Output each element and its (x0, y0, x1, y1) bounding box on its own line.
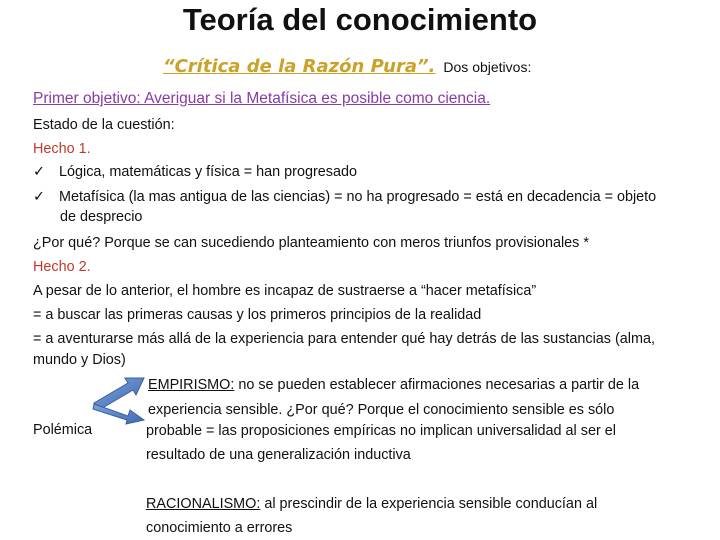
hecho-2-line-2: = a buscar las primeras causas y los primeros principios de la realidad (33, 307, 482, 323)
hecho-1-item-2 (33, 189, 656, 205)
hecho-2-line-4: mundo y Dios) (33, 352, 126, 368)
hecho-1-item-1-text: Lógica, matemáticas y física = han progresado (59, 164, 357, 180)
hecho-1-item-2-text: Metafísica (la mas antigua de las ciencias) = no ha progresado = está en decadencia = objeto (59, 189, 657, 205)
racionalismo-text: al prescindir de la experiencia sensible conducían al (260, 496, 598, 512)
empirismo-line-2: experiencia sensible. ¿Por qué? Porque el conocimiento sensible es sólo (148, 402, 615, 418)
check-icon: ✓ (33, 189, 46, 205)
racionalismo-line-2: conocimiento a errores (146, 520, 293, 536)
hecho-2-line-3: = a aventurarse más allá de la experiencia para entender qué hay detrás de las sustancias (alma, (33, 331, 655, 347)
check-icon: ✓ (33, 164, 46, 180)
racionalismo-term: RACIONALISMO: (146, 496, 261, 512)
empirismo-line-1 (148, 377, 639, 393)
hecho-2-line-1: A pesar de lo anterior, el hombre es incapaz de sustraerse a “hacer metafísica” (33, 283, 537, 299)
first-objective: Primer objetivo: Averiguar si la Metafísica es posible como ciencia. (33, 90, 491, 107)
porque-line: ¿Por qué? Porque se can sucediendo planteamiento con meros triunfos provisionales * (33, 235, 589, 251)
empirismo-term: EMPIRISMO: (148, 377, 235, 393)
hecho-1-label: Hecho 1. (33, 141, 91, 157)
page-title: Teoría del conocimiento (182, 2, 538, 37)
empirismo-line-4: resultado de una generalización inductiva (146, 447, 411, 463)
double-arrow-icon (88, 374, 148, 426)
empirismo-line-3: probable = las proposiciones empíricas no implican universalidad al ser el (146, 423, 616, 439)
polemica-label: Polémica (33, 422, 93, 438)
subtitle-rest: Dos objetivos: (443, 59, 532, 75)
work-title: “Crítica de la Razón Pura”. (163, 56, 436, 77)
hecho-2-label: Hecho 2. (33, 259, 91, 275)
estado-label: Estado de la cuestión: (33, 117, 175, 133)
empirismo-text: no se pueden establecer afirmaciones necesarias a partir de la (234, 377, 640, 393)
racionalismo-line-1 (146, 496, 597, 512)
hecho-1-item-2-cont: de desprecio (60, 209, 143, 225)
hecho-1-item-1 (33, 164, 357, 180)
subtitle (163, 56, 531, 77)
